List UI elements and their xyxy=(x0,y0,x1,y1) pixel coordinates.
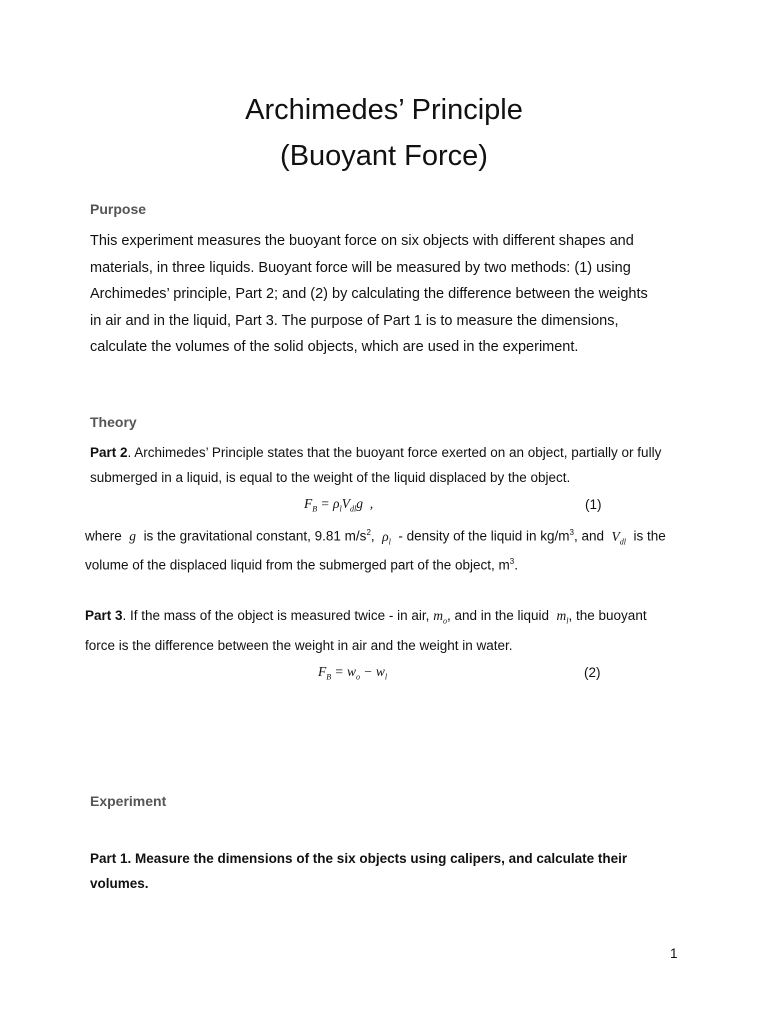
part3-text: . If the mass of the object is measured twice - in air, xyxy=(122,608,430,623)
where-line1 xyxy=(85,528,666,546)
where-text: - density of the liquid in kg/m xyxy=(398,528,570,544)
sup: 3 xyxy=(569,528,574,537)
var-vdl: $V_{dl}$ xyxy=(611,528,626,547)
var-rho: $\rho_l$ xyxy=(382,528,391,547)
purpose-line: calculate the volumes of the solid objects, which are used in the experiment. xyxy=(90,339,579,356)
where-text: , xyxy=(370,528,375,544)
where-line2 xyxy=(85,557,518,573)
sup: 2 xyxy=(366,528,371,537)
experiment-part1-line2: volumes. xyxy=(90,876,149,891)
part3-label: Part 3 xyxy=(85,608,123,623)
part3-line1 xyxy=(85,608,647,626)
var-g: g xyxy=(129,528,137,544)
document-title-line2: (Buoyant Force) xyxy=(280,140,488,172)
equation-1: $F_B = \rho_lV_{dl}g$ , xyxy=(304,496,374,514)
part2-line2: submerged in a liquid, is equal to the weight of the liquid displaced by the object. xyxy=(90,470,571,485)
purpose-line: Archimedes’ principle, Part 2; and (2) by calculating the difference between the weights xyxy=(90,286,648,303)
theory-heading: Theory xyxy=(90,414,137,430)
part3-line2: force is the difference between the weight in air and the weight in water. xyxy=(85,638,513,653)
document-title-line1: Archimedes’ Principle xyxy=(245,94,523,126)
purpose-line: This experiment measures the buoyant force on six objects with different shapes and xyxy=(90,233,634,249)
experiment-heading: Experiment xyxy=(90,793,167,809)
purpose-line: in air and in the liquid, Part 3. The purpose of Part 1 is to measure the dimensions, xyxy=(90,312,619,329)
experiment-part1-line1: Part 1. Measure the dimensions of the six objects using calipers, and calculate their xyxy=(90,851,628,866)
where-text: is the xyxy=(633,528,666,544)
where-text: , and xyxy=(573,528,604,544)
var-mo: $m_o$ xyxy=(433,608,447,626)
equation-2: $F_B = w_o - w_l$ xyxy=(318,664,388,682)
where-text: where xyxy=(85,528,122,544)
purpose-paragraph xyxy=(90,228,690,361)
page-number: 1 xyxy=(670,946,678,961)
where-text: volume of the displaced liquid from the submerged part of the object, m xyxy=(85,557,510,573)
purpose-line: materials, in three liquids. Buoyant force will be measured by two methods: (1) using xyxy=(90,259,631,276)
part2-line1 xyxy=(90,445,661,460)
purpose-heading: Purpose xyxy=(90,201,147,217)
var-ml: $m_l$ xyxy=(556,608,569,626)
part3-text: , the buoyant xyxy=(568,608,647,623)
sup: 3 xyxy=(509,557,515,566)
where-text: . xyxy=(514,557,518,573)
equation-1-number: (1) xyxy=(585,497,602,512)
part3-text: , and in the liquid xyxy=(446,608,550,623)
part2-text1: . Archimedes’ Principle states that the buoyant force exerted on an object, partially or fully xyxy=(127,445,662,460)
where-text: is the gravitational constant, 9.81 m/s xyxy=(143,528,367,544)
part2-label: Part 2 xyxy=(90,445,128,460)
equation-2-number: (2) xyxy=(584,665,601,680)
